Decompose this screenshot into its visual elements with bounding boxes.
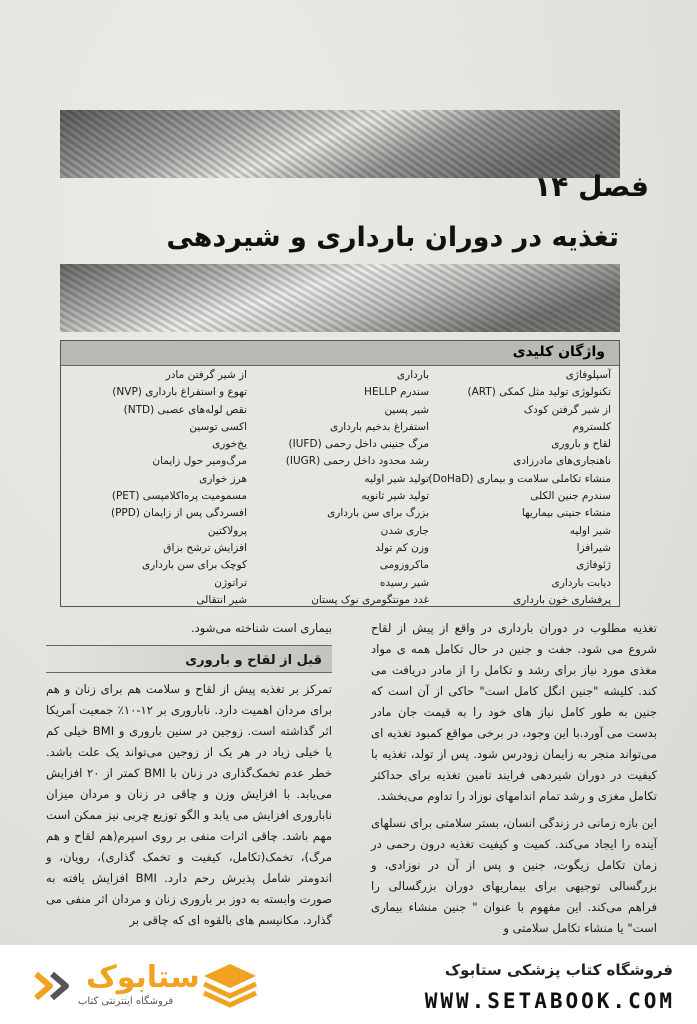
- logo-subtitle: فروشگاه اینترنتی کتاب: [78, 996, 174, 1007]
- term: غدد مونتگومری نوک پستان: [311, 593, 429, 606]
- term: شیر رسیده: [379, 576, 429, 589]
- key-terms-columns: [61, 367, 619, 606]
- chevron-logo-icon: [30, 964, 78, 1008]
- term: پرفشاری خون بارداری: [513, 593, 611, 606]
- term: لقاح و باروری: [551, 438, 611, 451]
- term: تولید شیر ثانویه: [361, 490, 429, 503]
- fabric-texture-bottom: [60, 264, 620, 332]
- term: رشد محدود داخل رحمی (IUGR): [285, 455, 429, 468]
- term: شیر انتقالی: [196, 593, 247, 606]
- section-title: قبل از لقاح و باروری: [185, 653, 322, 668]
- key-terms-header: [61, 341, 619, 366]
- term: منشاء جنینی بیماریها: [521, 507, 611, 520]
- book-stack-icon: [200, 962, 260, 1012]
- body-paragraph-continued: بیماری است شناخته می‌شود.: [190, 621, 332, 635]
- body-paragraph: تغذیه مطلوب در دوران بارداری در واقع از پیش از لقاح شروع می شود. جفت و جنین در حال تکامل همه ی مواد مغذی مورد نیاز برای رشد و تکامل را از مادر دریافت می کند. کلیشه "جنین انگل کامل است" حاکی از آن است که جنین به طور کامل نیاز های خود را به قیمت جان مادر بدست می آورد.با این وجود، در برخی مواقع کمبود تغذیه ای می‌تواند منجر به زایمان زودرس شود. پس از تولد، تغذیه با کیفیت در دوران شیردهی فرایند تامین تغذیه برای حداکثر تکامل مغزی و رشد تمام اندامهای نوزاد را تداوم می‌بخشد.: [371, 621, 657, 803]
- body-paragraph: تمرکز بر تغذیه پیش از لقاح و سلامت هم برای زنان و هم برای مردان اهمیت دارد. ناباروری بر ۱۲-۱۰٪ جمعیت آمریکا اثر گذاشته است. زوجین در سنین باروری و BMI خیلی کم یا خیلی زیاد در هر یک از زوجین می‌تواند یک علت باشد. خطر عدم تخمک‌گذاری در زنان با BMI کمتر از ۲۰ افزایش می‌یابد. با افزایش وزن و چاقی در زنان و مردان میزان ناباروری افزایش می یابد و الگو توزیع چربی نیز ممکن است مهم باشد. چاقی اثرات منفی بر روی اسپرم(هم لقاح و هم مرگ)، تخمک(تکامل، کیفیت و تخمک گذاری)، رویان، و اندومتر شامل پذیرش رحم دارد. BMI افزایش یافته به صورت وابسته به دوز بر باروری زنان و مردان اثر منفی می گذارد. مکانیسم های بالقوه ای که چاقی بر: [46, 682, 332, 927]
- setabook-logo[interactable]: [30, 960, 280, 1015]
- term: اکسی توسین: [189, 420, 247, 433]
- term: هرز خواری: [199, 472, 247, 485]
- term: جاری شدن: [380, 524, 429, 537]
- term: تراتوژن: [214, 576, 247, 589]
- chapter-title: تغذیه در دوران بارداری و شیردهی: [166, 222, 619, 253]
- term: کوچک برای سن بارداری: [141, 559, 247, 572]
- body-column-right: [371, 618, 657, 945]
- term: تولید شیر اولیه: [364, 472, 429, 485]
- term: ماکروزومی: [379, 559, 429, 572]
- term: سندرم HELLP: [364, 386, 429, 399]
- store-footer: [0, 945, 697, 1024]
- store-url-link[interactable]: WWW.SETABOOK.COM: [424, 989, 675, 1013]
- store-name: فروشگاه کتاب پزشکی ستابوک: [444, 961, 673, 979]
- term: تکنولوژی تولید مثل کمکی (ART): [467, 386, 611, 399]
- term: بزرگ برای سن بارداری: [327, 507, 429, 520]
- term: منشاء تکاملی سلامت و بیماری (DoHaD): [428, 472, 611, 485]
- term: پرولاکتین: [207, 524, 247, 537]
- term: نقص لوله‌های عصبی (NTD): [123, 403, 247, 416]
- chapter-banner-bottom: [60, 264, 620, 332]
- term: تهوع و استفراغ بارداری (NVP): [112, 386, 247, 399]
- term: وزن کم تولد: [375, 541, 429, 554]
- key-terms-column-3: [67, 367, 247, 609]
- term: شیرافزا: [576, 541, 611, 554]
- key-terms-box: [60, 340, 620, 607]
- fabric-texture-top: [60, 110, 620, 178]
- term: سندرم جنین الکلی: [530, 490, 611, 503]
- term: افزایش ترشح بزاق: [163, 541, 247, 554]
- chapter-banner-top: [60, 110, 620, 178]
- section-header: [46, 645, 332, 673]
- chapter-number: فصل ۱۴: [534, 170, 649, 203]
- term: بارداری: [396, 369, 429, 381]
- term: یخ‌خوری: [212, 438, 247, 451]
- key-terms-column-1: [428, 367, 611, 609]
- key-terms-column-2: [251, 367, 429, 609]
- term: دیابت بارداری: [551, 576, 611, 589]
- logo-wordmark: ستابوک: [86, 960, 200, 995]
- body-column-left: [46, 618, 332, 937]
- term: آسپلوفاژی: [565, 369, 611, 381]
- term: شیر اولیه: [569, 524, 611, 537]
- body-paragraph: این بازه زمانی در زندگی انسان، بستر سلامتی برای نسلهای آینده را ایجاد می‌کند. کمیت و کیفیت تغذیه درون رحمی در زمان تکامل زیگوت، جنین و پس از آن در نوزادی، و بزرگسالی توجیهی برای بیماریهای دوران بزرگسالی را فراهم می‌کند. این مفهوم با عنوان " جنین منشاء بیماری است" یا منشاء تکامل سلامتی و: [371, 816, 657, 935]
- term: افسردگی پس از زایمان (PPD): [110, 507, 247, 520]
- term: شیر پسین: [384, 403, 429, 416]
- term: مرگ جنینی داخل رحمی (IUFD): [288, 438, 429, 451]
- term: مرگ‌ومیر حول زایمان: [152, 455, 247, 468]
- term: کلستروم: [572, 420, 611, 433]
- term: مسمومیت پره‌اکلامپسی (PET): [111, 490, 247, 503]
- term: از شیر گرفتن مادر: [165, 369, 247, 381]
- key-terms-heading: واژگان کلیدی: [512, 344, 605, 360]
- term: ناهنجاری‌های مادرزادی: [513, 455, 611, 468]
- term: ژئوفاژی: [576, 559, 611, 572]
- term: از شیر گرفتن کودک: [523, 403, 611, 416]
- term: استفراغ بدخیم بارداری: [329, 420, 429, 433]
